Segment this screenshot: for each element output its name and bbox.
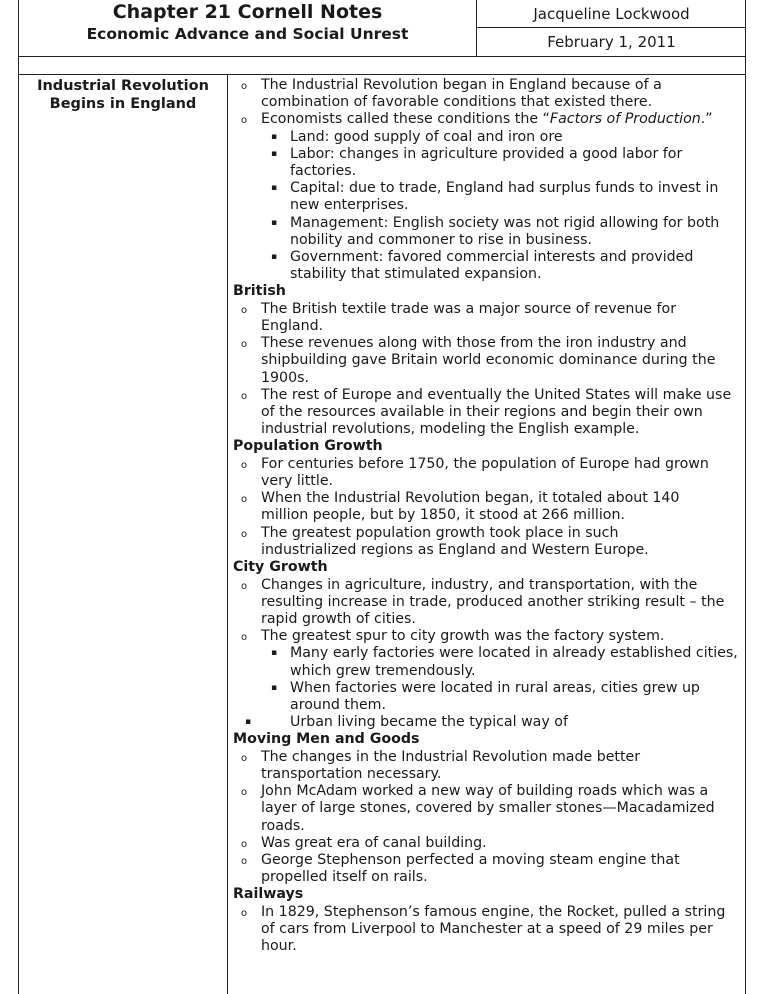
header-info-cell: [477, 0, 746, 56]
sub-item: ▪ Many early factories were located in already established cities, which grew tremendously.: [233, 645, 745, 679]
document-title: Chapter 21 Cornell Notes: [112, 1, 383, 23]
student-name: Jacqueline Lockwood: [477, 0, 746, 28]
factors-lead: Economists called these conditions the “: [261, 111, 550, 128]
factor-item: ▪ Management: English society was not rigid allowing for both nobility and commoner to rise in business.: [233, 215, 745, 249]
notes-column: [233, 75, 745, 955]
population-list: [233, 456, 745, 559]
list-item: o George Stephenson perfected a moving steam engine that propelled itself on rails.: [233, 852, 745, 886]
header-title-cell: [19, 0, 477, 56]
header-spacer-row: [18, 57, 746, 75]
factors-tail: .”: [700, 111, 713, 128]
section-title-city: City Growth: [233, 559, 328, 576]
factor-item: ▪ Capital: due to trade, England had surplus funds to invest in new enterprises.: [233, 180, 745, 214]
list-item: o The British textile trade was a major source of revenue for England.: [233, 301, 745, 335]
list-item: o The rest of Europe and eventually the United States will make use of the resources available in their regions and begin their own industrial revolutions, modeling the English example.: [233, 387, 745, 439]
list-item: o For centuries before 1750, the population of Europe had grown very little.: [233, 456, 745, 490]
notes-table: [18, 75, 746, 994]
section-title-population: Population Growth: [233, 438, 383, 455]
list-item: o In 1829, Stephenson’s famous engine, the Rocket, pulled a string of cars from Liverpool to Manchester at a speed of 29 miles per hour.: [233, 904, 745, 956]
document-date: February 1, 2011: [547, 33, 676, 51]
section-title-british: British: [233, 283, 286, 300]
factors-term: Factors of Production: [549, 111, 701, 128]
section-title-railways: Railways: [233, 886, 304, 903]
sub-item: ▪ Urban living became the typical way of: [233, 714, 745, 731]
section-title-moving: Moving Men and Goods: [233, 731, 420, 748]
list-item: [233, 111, 745, 128]
railways-list: [233, 904, 745, 956]
document-subtitle: Economic Advance and Social Unrest: [86, 25, 409, 43]
list-item: o The changes in the Industrial Revolution made better transportation necessary.: [233, 749, 745, 783]
factor-item: ▪ Government: favored commercial interests and provided stability that stimulated expansion.: [233, 249, 745, 283]
moving-list: [233, 749, 745, 887]
list-item: o When the Industrial Revolution began, it totaled about 140 million people, but by 1850, it stood at 266 million.: [233, 490, 745, 524]
cue-column: [19, 75, 228, 994]
intro-list: [233, 75, 745, 283]
list-item: o The greatest population growth took place in such industrialized regions as England and Western Europe.: [233, 525, 745, 559]
factor-item: ▪ Labor: changes in agriculture provided a good labor for factories.: [233, 146, 745, 180]
list-item: o These revenues along with those from the iron industry and shipbuilding gave Britain world economic dominance during the 1900s.: [233, 335, 745, 387]
list-item: o The Industrial Revolution began in England because of a combination of favorable conditions that existed there.: [233, 77, 745, 111]
city-list: [233, 577, 745, 732]
british-list: [233, 301, 745, 439]
list-item: o Was great era of canal building.: [233, 835, 745, 852]
list-item: o Changes in agriculture, industry, and transportation, with the resulting increase in trade, produced another striking result – the rapid growth of cities.: [233, 577, 745, 629]
sub-item: ▪ When factories were located in rural areas, cities grew up around them.: [233, 680, 745, 714]
list-item: o John McAdam worked a new way of building roads which was a layer of large stones, covered by smaller stones—Macadamized roads.: [233, 783, 745, 835]
factor-item: ▪ Land: good supply of coal and iron ore: [233, 129, 745, 146]
list-item: o The greatest spur to city growth was the factory system.: [233, 628, 745, 645]
header-table: [18, 0, 746, 57]
cue-heading: Industrial Revolution Begins in England: [37, 78, 209, 112]
